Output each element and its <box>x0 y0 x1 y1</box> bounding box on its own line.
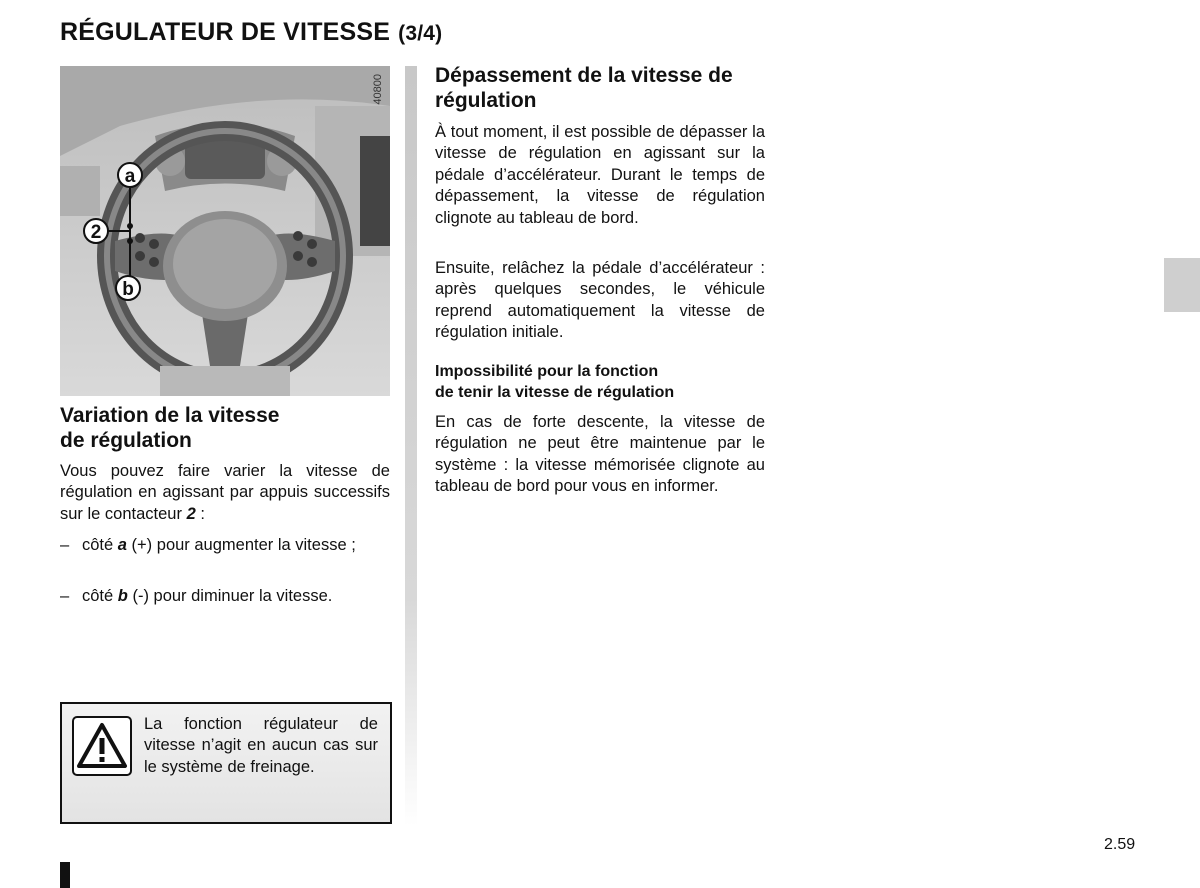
left-section-heading <box>60 403 279 453</box>
page-title <box>60 18 442 47</box>
intro-text: Vous pouvez faire varier la vitesse de régulation en agissant par appuis successifs sur le contacteur <box>60 462 390 523</box>
warning-text: La fonction régulateur de vitesse n’agit en aucun cas sur le système de freinage. <box>144 715 378 776</box>
column-divider <box>405 66 417 826</box>
right-paragraph-2: Ensuite, relâchez la pédale d’accélérateur : après quelques secondes, le véhicule reprend automatiquement la vitesse de régulation initiale. <box>435 259 765 342</box>
list-item <box>82 535 390 556</box>
warning-box <box>60 702 392 824</box>
intro-end: : <box>195 504 205 523</box>
list-item <box>82 586 390 607</box>
list-item-1-dash: – <box>60 536 70 554</box>
section-tab <box>1164 258 1200 312</box>
title-part: (3/4) <box>398 22 443 45</box>
list-item-2-pre: côté <box>82 587 118 605</box>
list-item-1-post: (+) pour augmenter la vitesse ; <box>126 536 356 554</box>
left-heading-line1: Variation de la vitesse <box>60 404 280 427</box>
right-heading-line1: Dépassement de la vitesse de <box>435 64 733 87</box>
page-edge-marker <box>60 862 70 888</box>
list-item-2-post: (-) pour diminuer la vitesse. <box>127 587 333 605</box>
right-subheading-line2: de tenir la vitesse de régulation <box>435 384 675 401</box>
callout-a: a <box>124 166 136 187</box>
right-paragraph-3: En cas de forte descente, la vitesse de régulation ne peut être maintenue par le système : la vitesse mémorisée clignote au tableau de bord pour vous en informer. <box>435 413 765 496</box>
left-heading-line2: de régulation <box>60 429 192 452</box>
steering-wheel-drawing <box>60 66 390 396</box>
list-item-1-pre: côté <box>82 536 118 554</box>
list-item-2-key: b <box>117 587 128 605</box>
list-item-1-key: a <box>117 536 127 554</box>
right-subheading-line1: Impossibilité pour la fonction <box>435 363 659 380</box>
callout-b: b <box>122 279 134 300</box>
callout-2: 2 <box>90 222 102 243</box>
right-paragraph-1: À tout moment, il est possible de dépasser la vitesse de régulation en agissant sur la pédale d’accélérateur. Durant le temps de dépassement, la vitesse de régulation clignote au tableau de bord. <box>435 123 765 227</box>
intro-ref: 2 <box>186 504 196 523</box>
steering-wheel-illustration <box>60 66 390 396</box>
title-main: RÉGULATEUR DE VITESSE <box>60 18 391 46</box>
right-subheading <box>435 361 674 403</box>
left-intro-paragraph <box>60 461 390 525</box>
list-item-2-dash: – <box>60 587 70 605</box>
right-section-heading <box>435 63 733 113</box>
right-heading-line2: régulation <box>435 89 537 112</box>
figure-code: 40800 <box>372 74 384 105</box>
warning-triangle-icon <box>72 716 132 776</box>
page-number: 2.59 <box>1104 836 1136 853</box>
